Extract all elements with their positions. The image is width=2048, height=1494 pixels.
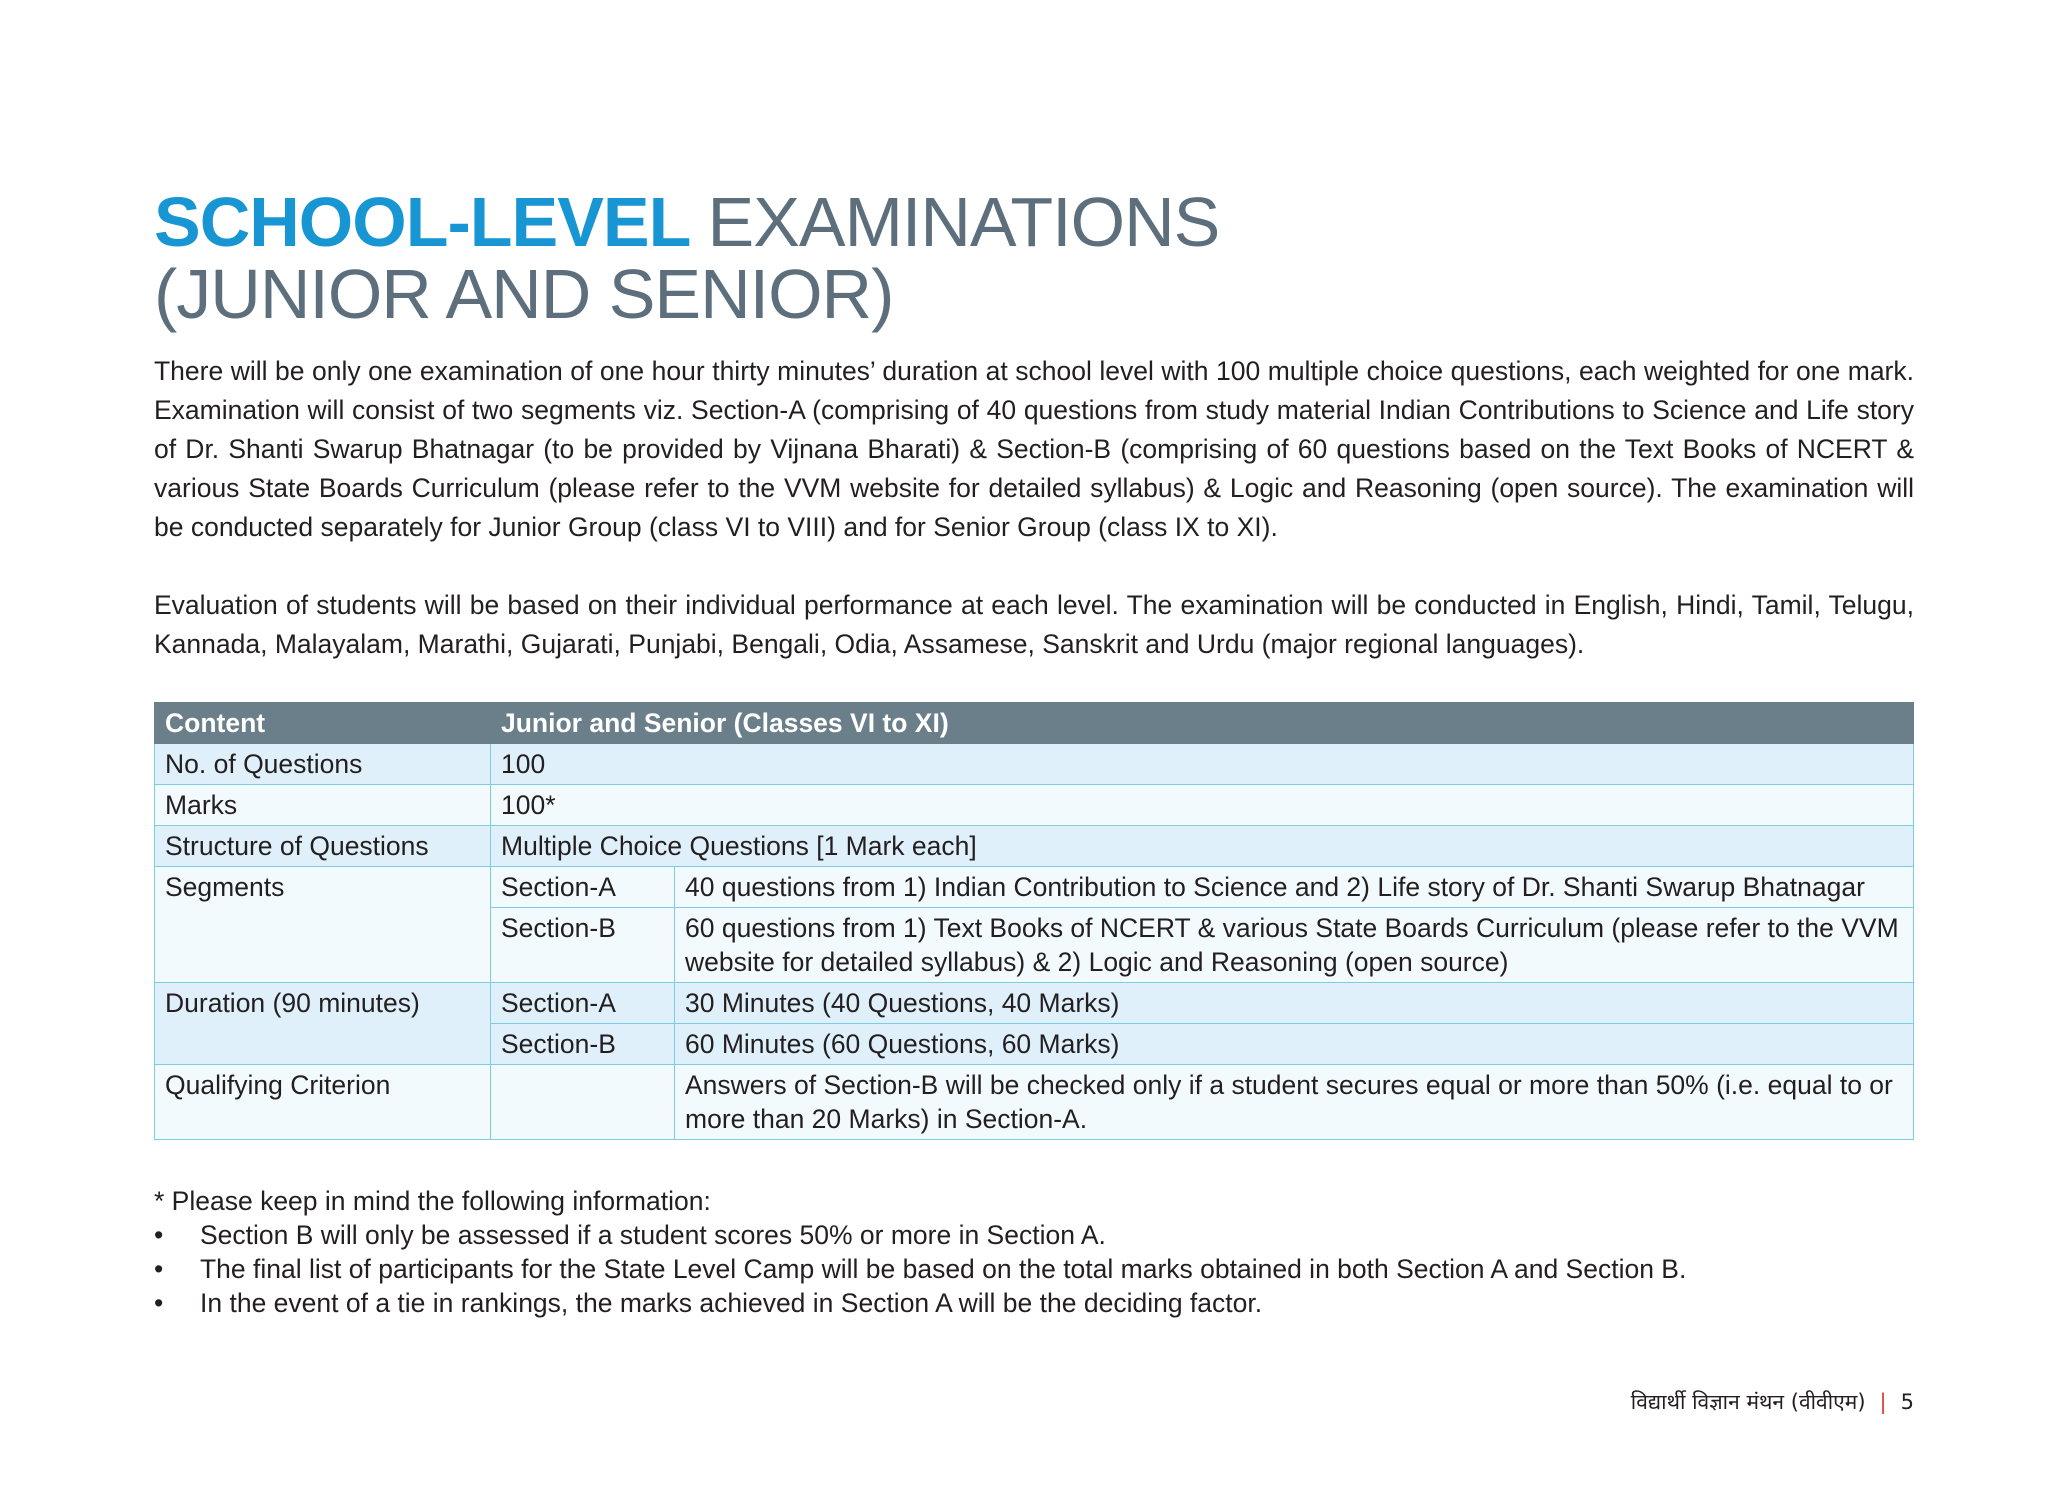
title-subtitle: (JUNIOR AND SENIOR) [154, 255, 894, 333]
footnotes [154, 1184, 1914, 1320]
footnote-intro: * Please keep in mind the following information: [154, 1186, 711, 1216]
footer-title: विद्यार्थी विज्ञान मंथन (वीवीएम) [1630, 1390, 1866, 1414]
row-label: Marks [155, 785, 491, 826]
page-number: 5 [1900, 1390, 1914, 1414]
row-value: 60 questions from 1) Text Books of NCERT & various State Boards Curriculum (please refer to the VVM website for detailed syllabus) & 2) Logic and Reasoning (open source) [675, 908, 1914, 983]
intro-paragraph: There will be only one examination of one hour thirty minutes’ duration at school level with 100 multiple choice questions, each weighted for one mark. Examination will consist of two segments viz. Section-A (comprising of 40 questions from study material Indian Contributions to Science and Life story of Dr. Shanti Swarup Bhatnagar (to be provided by Vijnana Bharati) & Section-B (comprising of 60 questions based on the Text Books of NCERT & various State Boards Curriculum (please refer to the VVM website for detailed syllabus) & Logic and Reasoning (open source). The examination will be conducted separately for Junior Group (class VI to VIII) and for Senior Group (class IX to XI). [154, 356, 1914, 542]
title-rest: EXAMINATIONS [707, 183, 1220, 261]
row-value: 40 questions from 1) Indian Contribution to Science and 2) Life story of Dr. Shanti Swarup Bhatnagar [675, 867, 1914, 908]
row-value: 30 Minutes (40 Questions, 40 Marks) [675, 983, 1914, 1024]
table-row [155, 867, 1914, 908]
row-section: Section-A [491, 867, 675, 908]
row-label: Structure of Questions [155, 826, 491, 867]
row-section: Section-A [491, 983, 675, 1024]
page-title [154, 183, 1914, 333]
footer-separator: | [1879, 1390, 1887, 1414]
row-value: Answers of Section-B will be checked only if a student secures equal or more than 50% (i.e. equal to or more than 20 Marks) in Section-A. [675, 1065, 1914, 1140]
title-accent: SCHOOL-LEVEL [154, 183, 690, 261]
table-row [155, 826, 1914, 867]
row-label: No. of Questions [155, 744, 491, 785]
exam-structure-table [154, 702, 1914, 1140]
footnote-list [154, 1218, 1914, 1320]
table-row [155, 983, 1914, 1024]
list-item: • Section B will only be assessed if a student scores 50% or more in Section A. [154, 1218, 1914, 1252]
table-header-row [155, 703, 1914, 744]
row-value: 100 [491, 744, 1914, 785]
page-footer [1631, 1388, 1914, 1416]
row-label: Duration (90 minutes) [155, 983, 491, 1065]
row-section: Section-B [491, 908, 675, 983]
evaluation-paragraph: Evaluation of students will be based on their individual performance at each level. The examination will be conducted in English, Hindi, Tamil, Telugu, Kannada, Malayalam, Marathi, Gujarati, Punjabi, Bengali, Odia, Assamese, Sanskrit and Urdu (major regional languages). [154, 590, 1914, 659]
header-junior-senior: Junior and Senior (Classes VI to XI) [491, 703, 1914, 744]
list-item: • In the event of a tie in rankings, the marks achieved in Section A will be the deciding factor. [154, 1286, 1914, 1320]
row-label: Segments [155, 867, 491, 983]
table-row [155, 785, 1914, 826]
row-value: Multiple Choice Questions [1 Mark each] [491, 826, 1914, 867]
row-section [491, 1065, 675, 1140]
row-value: 100* [491, 785, 1914, 826]
row-section: Section-B [491, 1024, 675, 1065]
page-content [154, 183, 1914, 1320]
table-row [155, 744, 1914, 785]
header-content: Content [155, 703, 491, 744]
table-row [155, 1065, 1914, 1140]
row-value: 60 Minutes (60 Questions, 60 Marks) [675, 1024, 1914, 1065]
list-item: • The final list of participants for the State Level Camp will be based on the total marks obtained in both Section A and Section B. [154, 1252, 1914, 1286]
row-label: Qualifying Criterion [155, 1065, 491, 1140]
